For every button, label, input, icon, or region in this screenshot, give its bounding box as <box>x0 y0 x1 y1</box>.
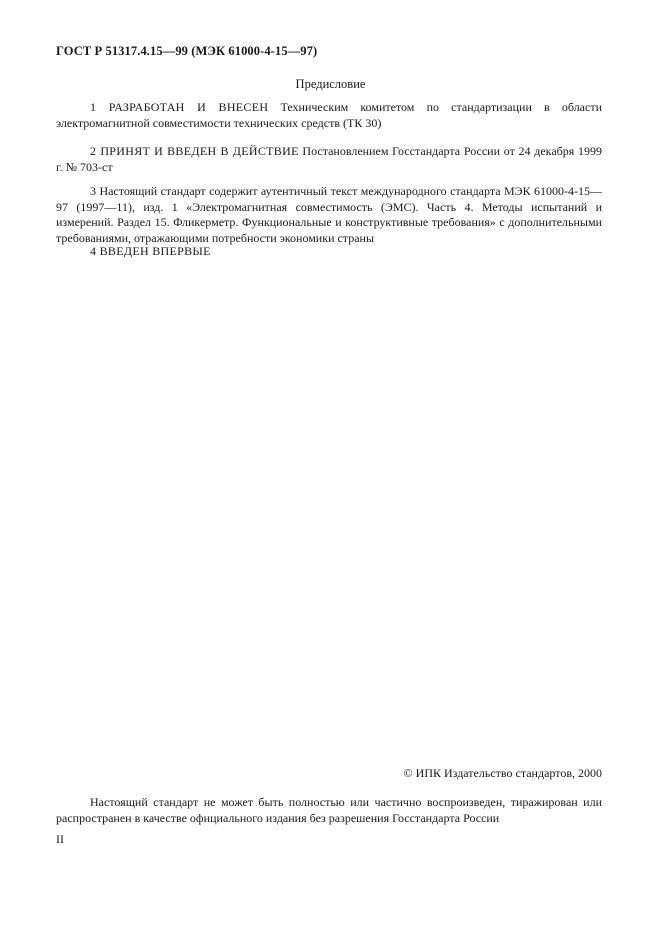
foreword-item-3-lead: 3 <box>90 184 96 198</box>
reproduction-notice <box>56 795 602 826</box>
foreword-item-1-lead: 1 РАЗРАБОТАН И ВНЕСЕН <box>90 100 269 114</box>
page-number: II <box>56 832 64 846</box>
foreword-title: Предисловие <box>295 77 366 91</box>
foreword-item-4-lead: 4 ВВЕДЕН ВПЕРВЫЕ <box>90 244 211 258</box>
foreword-item-3 <box>56 184 602 246</box>
foreword-item-4 <box>56 244 602 260</box>
foreword-item-3-text: Настоящий стандарт содержит аутентичный текст международного стандарта МЭК 61000-4-15—97 (1997—11), изд. 1 «Электромагнитная совместимость (ЭМС). Часть 4. Методы испытаний и измерений. Раздел 15. Фликерметр. Функциональные и конструктивные требования» с дополнительными требованиями, отражающими потребности экономики страны <box>56 184 602 245</box>
foreword-item-2-text: Постановлением Госстандарта России от 24 декабря 1999 г. № 703-ст <box>56 144 602 174</box>
foreword-item-1-text: Техническим комитетом по стандартизации в области электромагнитной совместимости технических средств (ТК 30) <box>56 100 603 130</box>
reproduction-notice-text: Настоящий стандарт не может быть полностью или частично воспроизведен, тиражирован или распространен в качестве официального издания без разрешения Госстандарта России <box>56 795 602 825</box>
foreword-item-2 <box>56 144 602 175</box>
standard-designation-header: ГОСТ Р 51317.4.15—99 (МЭК 61000-4-15—97) <box>56 44 318 58</box>
copyright-line: © ИПК Издательство стандартов, 2000 <box>403 766 602 780</box>
foreword-item-2-lead: 2 ПРИНЯТ И ВВЕДЕН В ДЕЙСТВИЕ <box>90 144 299 158</box>
foreword-item-1 <box>56 100 602 131</box>
